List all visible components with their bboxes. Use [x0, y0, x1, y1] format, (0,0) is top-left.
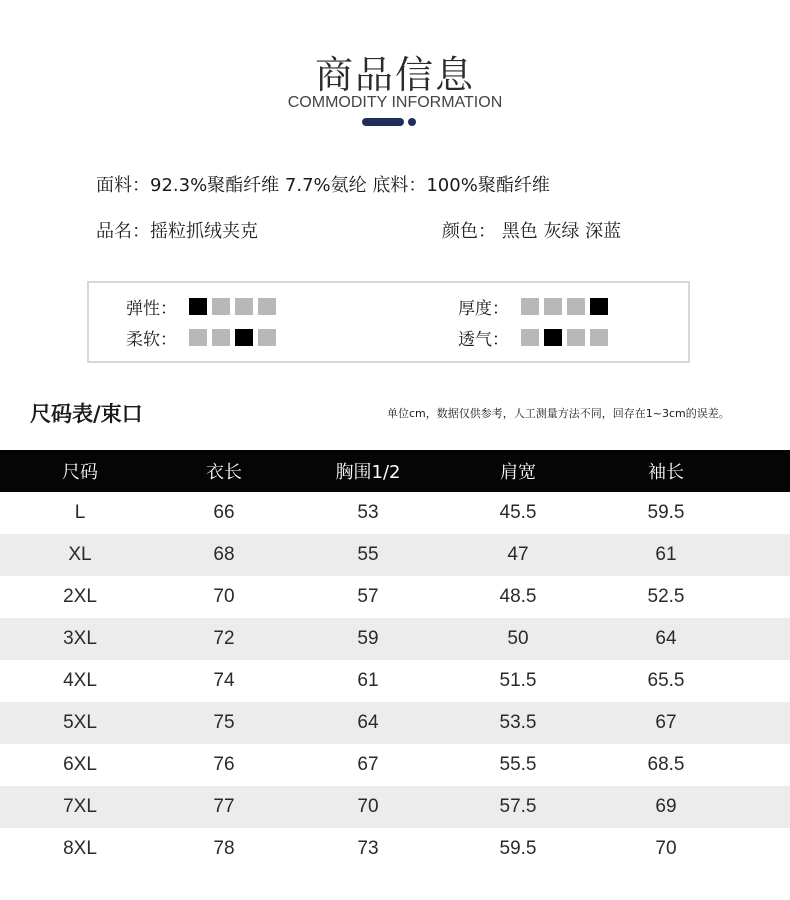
- table-cell: 6XL: [63, 754, 97, 775]
- table-cell: 70: [655, 838, 677, 859]
- table-cell: 65.5: [647, 670, 685, 691]
- attribute-label: 厚度：: [458, 299, 509, 319]
- product-name-info: 品名：摇粒抓绒夹克: [96, 221, 258, 242]
- attribute-label: 透气：: [458, 330, 509, 350]
- attribute-label: 弹性：: [126, 299, 177, 319]
- table-row: [0, 828, 790, 870]
- table-cell: L: [74, 502, 86, 523]
- table-cell: 50: [507, 628, 529, 649]
- attribute-breathability: [458, 325, 613, 350]
- level-indicator: [590, 329, 608, 346]
- level-indicator: [567, 298, 585, 315]
- size-table: [0, 450, 790, 870]
- title-decoration: [362, 118, 418, 126]
- table-cell: 3XL: [63, 628, 97, 649]
- table-cell: 5XL: [63, 712, 97, 733]
- level-indicator-active: [590, 298, 608, 315]
- table-cell: 69: [655, 796, 677, 817]
- table-row: [0, 534, 790, 576]
- level-indicator: [258, 298, 276, 315]
- table-cell: 78: [213, 838, 235, 859]
- attribute-softness: [126, 325, 281, 350]
- level-indicator: [567, 329, 585, 346]
- table-row: [0, 576, 790, 618]
- header-cell: 肩宽: [500, 462, 536, 483]
- table-row: [0, 492, 790, 534]
- table-cell: 52.5: [647, 586, 685, 607]
- table-cell: 72: [213, 628, 235, 649]
- table-cell: 51.5: [499, 670, 537, 691]
- table-cell: 61: [655, 544, 677, 565]
- level-indicator: [235, 298, 253, 315]
- table-body: [0, 492, 790, 870]
- page-title: 商品信息: [314, 53, 475, 97]
- table-cell: 76: [213, 754, 235, 775]
- table-cell: 55: [357, 544, 379, 565]
- table-cell: 67: [655, 712, 677, 733]
- header-cell: 袖长: [648, 462, 684, 483]
- level-indicator: [521, 298, 539, 315]
- table-cell: 68.5: [647, 754, 685, 775]
- level-indicator-active: [235, 329, 253, 346]
- table-cell: 74: [213, 670, 235, 691]
- table-row: [0, 702, 790, 744]
- table-cell: 75: [213, 712, 235, 733]
- table-cell: 53.5: [499, 712, 537, 733]
- color-info: 颜色： 黑色 灰绿 深蓝: [442, 221, 622, 242]
- attribute-elasticity: [126, 294, 281, 319]
- fabric-info: 面料：92.3%聚酯纤维 7.7%氨纶 底料：100%聚酯纤维: [96, 175, 550, 196]
- table-row: [0, 660, 790, 702]
- level-indicator: [258, 329, 276, 346]
- table-cell: 70: [357, 796, 379, 817]
- level-indicator: [544, 298, 562, 315]
- table-cell: 7XL: [63, 796, 97, 817]
- header-cell: 胸围1/2: [335, 462, 401, 483]
- table-cell: 57: [357, 586, 379, 607]
- table-cell: 59.5: [499, 838, 537, 859]
- level-indicator-active: [544, 329, 562, 346]
- table-cell: 55.5: [499, 754, 537, 775]
- decoration-bar: [362, 118, 404, 126]
- decoration-dot: [408, 118, 416, 126]
- table-cell: 59: [357, 628, 379, 649]
- table-cell: 77: [213, 796, 235, 817]
- level-indicator: [212, 329, 230, 346]
- page-subtitle: COMMODITY INFORMATION: [287, 94, 503, 111]
- table-row: [0, 618, 790, 660]
- level-indicator: [189, 329, 207, 346]
- level-indicator-active: [189, 298, 207, 315]
- size-chart-note: 单位cm，数据仅供参考，人工测量方法不同，回存在1~3cm的误差。: [387, 407, 730, 420]
- table-cell: 8XL: [63, 838, 97, 859]
- table-row: [0, 744, 790, 786]
- table-cell: 48.5: [499, 586, 537, 607]
- table-cell: 64: [655, 628, 677, 649]
- size-chart-title: 尺码表/束口: [30, 402, 143, 426]
- attribute-thickness: [458, 294, 613, 319]
- table-cell: XL: [68, 544, 92, 565]
- table-cell: 61: [357, 670, 379, 691]
- table-cell: 59.5: [647, 502, 685, 523]
- table-cell: 64: [357, 712, 379, 733]
- table-cell: 57.5: [499, 796, 537, 817]
- header-cell: 尺码: [62, 462, 98, 483]
- table-cell: 67: [357, 754, 379, 775]
- header-cell: 衣长: [206, 462, 242, 483]
- table-cell: 66: [213, 502, 235, 523]
- table-cell: 2XL: [63, 586, 97, 607]
- table-cell: 70: [213, 586, 235, 607]
- table-cell: 45.5: [499, 502, 537, 523]
- level-indicator: [521, 329, 539, 346]
- table-cell: 68: [213, 544, 235, 565]
- table-row: [0, 786, 790, 828]
- table-cell: 4XL: [63, 670, 97, 691]
- table-cell: 53: [357, 502, 379, 523]
- table-cell: 47: [507, 544, 529, 565]
- level-indicator: [212, 298, 230, 315]
- table-cell: 73: [357, 838, 379, 859]
- table-header: [0, 450, 790, 492]
- attribute-label: 柔软：: [126, 330, 177, 350]
